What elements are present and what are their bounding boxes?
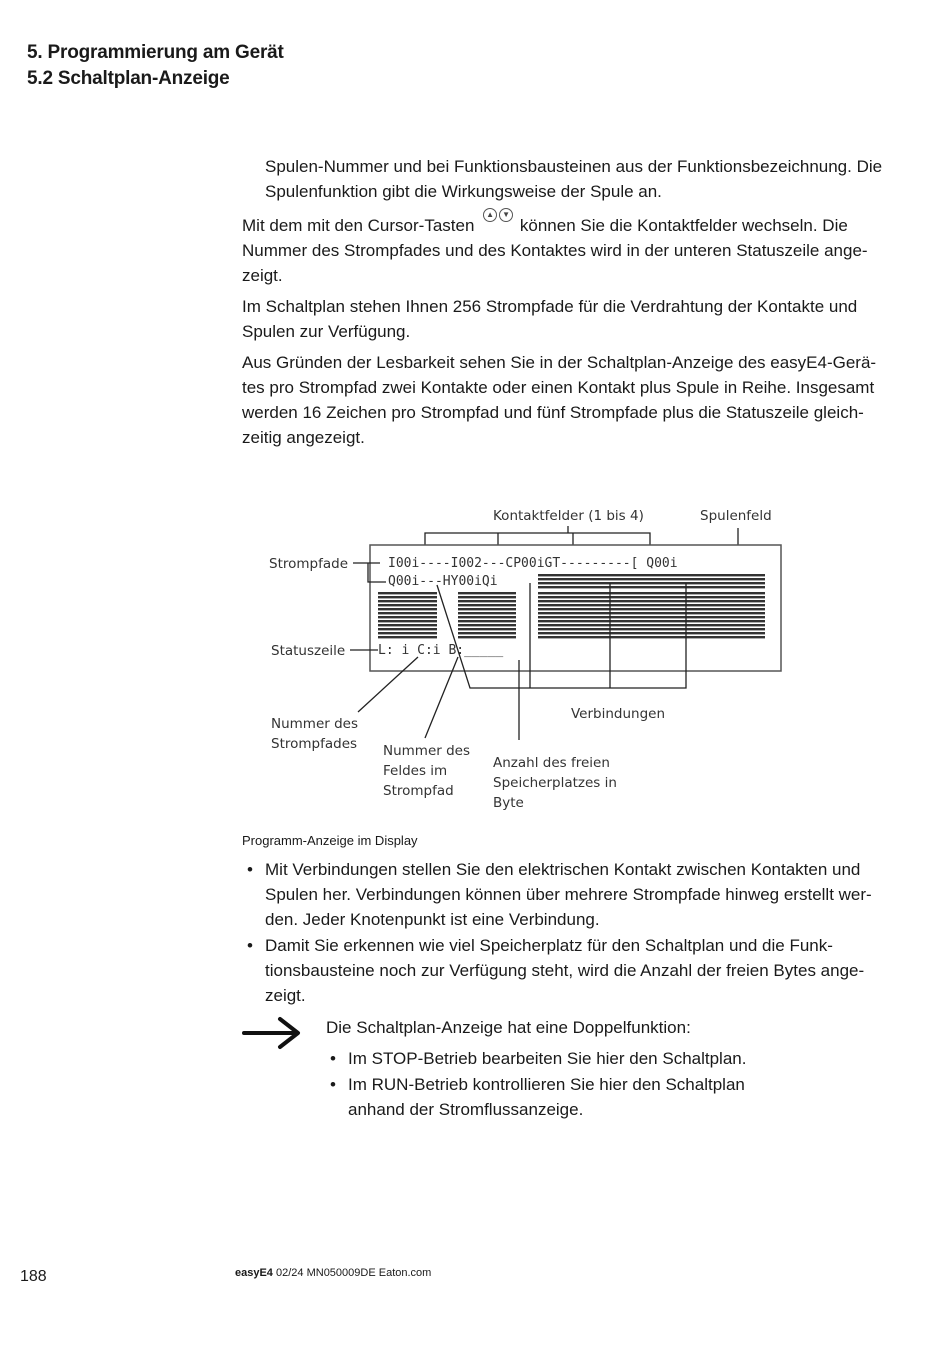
text-line: anhand der Stromflussanzeige. <box>348 1100 584 1119</box>
label-nummer-feldes: Nummer des <box>383 743 471 759</box>
lcd-block-segment <box>538 636 765 638</box>
lcd-block-segment <box>538 632 765 634</box>
label-nummer-strompfades: Strompfades <box>271 736 358 752</box>
lcd-row-1: I00i----I002---CP00iGT---------[ Q00i <box>388 556 678 571</box>
lcd-block-segment <box>458 612 516 614</box>
text-line: Spulenfunktion gibt die Wirkungsweise der Spule an. <box>265 182 662 201</box>
note-bullet-item <box>330 1046 747 1071</box>
text-line: Im STOP-Betrieb bearbeiten Sie hier den Schaltplan. <box>348 1049 747 1068</box>
label-spulenfeld: Spulenfeld <box>700 508 772 524</box>
text-line: Die Schaltplan-Anzeige hat eine Doppelfunktion: <box>326 1018 691 1037</box>
label-anzahl-bytes: Byte <box>493 795 524 811</box>
text-fragment: können Sie die Kontaktfelder wechseln. Die <box>519 216 848 235</box>
label-nummer-feldes: Feldes im <box>383 763 448 779</box>
text-line: den. Jeder Knotenpunkt ist eine Verbindung. <box>265 910 600 929</box>
lcd-block-segment <box>378 624 437 626</box>
lcd-block-segment <box>538 616 765 618</box>
label-anzahl-bytes: Anzahl des freien <box>493 755 610 771</box>
cursor-down-icon: ▼ <box>499 208 513 222</box>
text-line: zeigt. <box>242 266 283 285</box>
arrow-right-icon <box>242 1015 302 1051</box>
footer-product: easyE4 <box>235 1267 273 1279</box>
lcd-block-segment <box>538 574 765 576</box>
lcd-block-segment <box>378 620 437 622</box>
lcd-block-segment <box>538 604 765 606</box>
text-line: tes pro Strompfad zwei Kontakte oder einen Kontakt plus Spule in Reihe. Insgesamt <box>242 378 875 397</box>
text-line: Damit Sie erkennen wie viel Speicherplatz für den Schaltplan und die Funk- <box>265 936 833 955</box>
note-bullet-item <box>330 1072 745 1122</box>
lcd-block-segment <box>538 596 765 598</box>
lcd-block-segment <box>378 632 437 634</box>
lcd-block-segment <box>538 586 765 588</box>
lcd-block-segment <box>458 636 516 638</box>
lcd-block-segment <box>538 628 765 630</box>
text-line: Mit Verbindungen stellen Sie den elektrischen Kontakt zwischen Kontakten und <box>265 860 861 879</box>
text-line: Spulen her. Verbindungen können über mehrere Strompfade hinweg erstellt wer- <box>265 885 872 904</box>
label-anzahl-bytes: Speicherplatzes in <box>493 775 617 791</box>
text-line: Aus Gründen der Lesbarkeit sehen Sie in der Schaltplan-Anzeige des easyE4-Gerä- <box>242 353 877 372</box>
text-line: zeitig angezeigt. <box>242 428 365 447</box>
footer-reference <box>235 1267 431 1279</box>
lcd-block-segment <box>538 582 765 584</box>
lcd-block-segment <box>458 620 516 622</box>
label-nummer-feldes: Strompfad <box>383 783 454 799</box>
text-line: tionsbausteine noch zur Verfügung steht, wird die Anzahl der freien Bytes ange- <box>265 961 865 980</box>
page-number: 188 <box>20 1268 47 1285</box>
bullet-dot: • <box>247 936 253 955</box>
lcd-block-segment <box>378 636 437 638</box>
lcd-block-segment <box>458 596 516 598</box>
bullet-item <box>247 933 865 1008</box>
text-fragment: Mit dem mit den Cursor-Tasten <box>242 216 475 235</box>
chapter-title: 5. Programmierung am Gerät <box>27 42 284 63</box>
bullet-dot: • <box>330 1075 336 1094</box>
text-line: Im Schaltplan stehen Ihnen 256 Strompfade für die Verdrahtung der Kontakte und <box>242 297 858 316</box>
lcd-block-segment <box>538 612 765 614</box>
bullet-item <box>247 857 872 932</box>
bullet-dot: • <box>330 1049 336 1068</box>
text-line: werden 16 Zeichen pro Strompfad und fünf Strompfade plus die Statuszeile gleich- <box>242 403 864 422</box>
text-line: Spulen-Nummer und bei Funktionsbausteinen aus der Funktionsbezeichnung. Die <box>265 157 883 176</box>
lcd-block-segment <box>538 624 765 626</box>
lcd-block-segment <box>378 608 437 610</box>
lcd-block-segment <box>378 616 437 618</box>
lcd-block-segment <box>458 628 516 630</box>
note-text <box>326 1015 691 1040</box>
lcd-block-segment <box>458 608 516 610</box>
text-line: Nummer des Strompfades und des Kontaktes wird in der unteren Statuszeile ange- <box>242 241 868 260</box>
label-kontaktfelder: Kontaktfelder (1 bis 4) <box>493 508 644 524</box>
lcd-block-segment <box>538 600 765 602</box>
lcd-block-segment <box>458 632 516 634</box>
bullet-dot: • <box>247 860 253 879</box>
lcd-block-segment <box>378 600 437 602</box>
section-title: 5.2 Schaltplan-Anzeige <box>27 68 230 89</box>
lcd-block-segment <box>378 596 437 598</box>
lcd-row-2: Q00i---HY00iQi <box>388 574 498 589</box>
lcd-block-segment <box>538 608 765 610</box>
lcd-block-segment <box>458 592 516 594</box>
lcd-block-segment <box>458 616 516 618</box>
label-statuszeile: Statuszeile <box>271 643 346 659</box>
lcd-block-segment <box>378 628 437 630</box>
lcd-block-segment <box>458 600 516 602</box>
lcd-block-segment <box>538 592 765 594</box>
lcd-block-segment <box>378 604 437 606</box>
lcd-block-segment <box>458 604 516 606</box>
lcd-block-segment <box>378 592 437 594</box>
text-line: Im RUN-Betrieb kontrollieren Sie hier den Schaltplan <box>348 1075 745 1094</box>
label-strompfade: Strompfade <box>269 556 348 572</box>
lcd-status-row: L: i C:i B:_____ <box>378 643 504 658</box>
lcd-block-segment <box>538 578 765 580</box>
footer-ref-text: 02/24 MN050009DE Eaton.com <box>276 1267 432 1279</box>
figure-caption: Programm-Anzeige im Display <box>242 833 418 848</box>
lcd-block-segment <box>458 624 516 626</box>
cursor-up-icon: ▲ <box>483 208 497 222</box>
label-nummer-strompfades: Nummer des <box>271 716 359 732</box>
lcd-block-segment <box>378 612 437 614</box>
lcd-block-segment <box>538 620 765 622</box>
label-verbindungen: Verbindungen <box>571 706 666 722</box>
text-line: zeigt. <box>265 986 306 1005</box>
text-line: Spulen zur Verfügung. <box>242 322 411 341</box>
